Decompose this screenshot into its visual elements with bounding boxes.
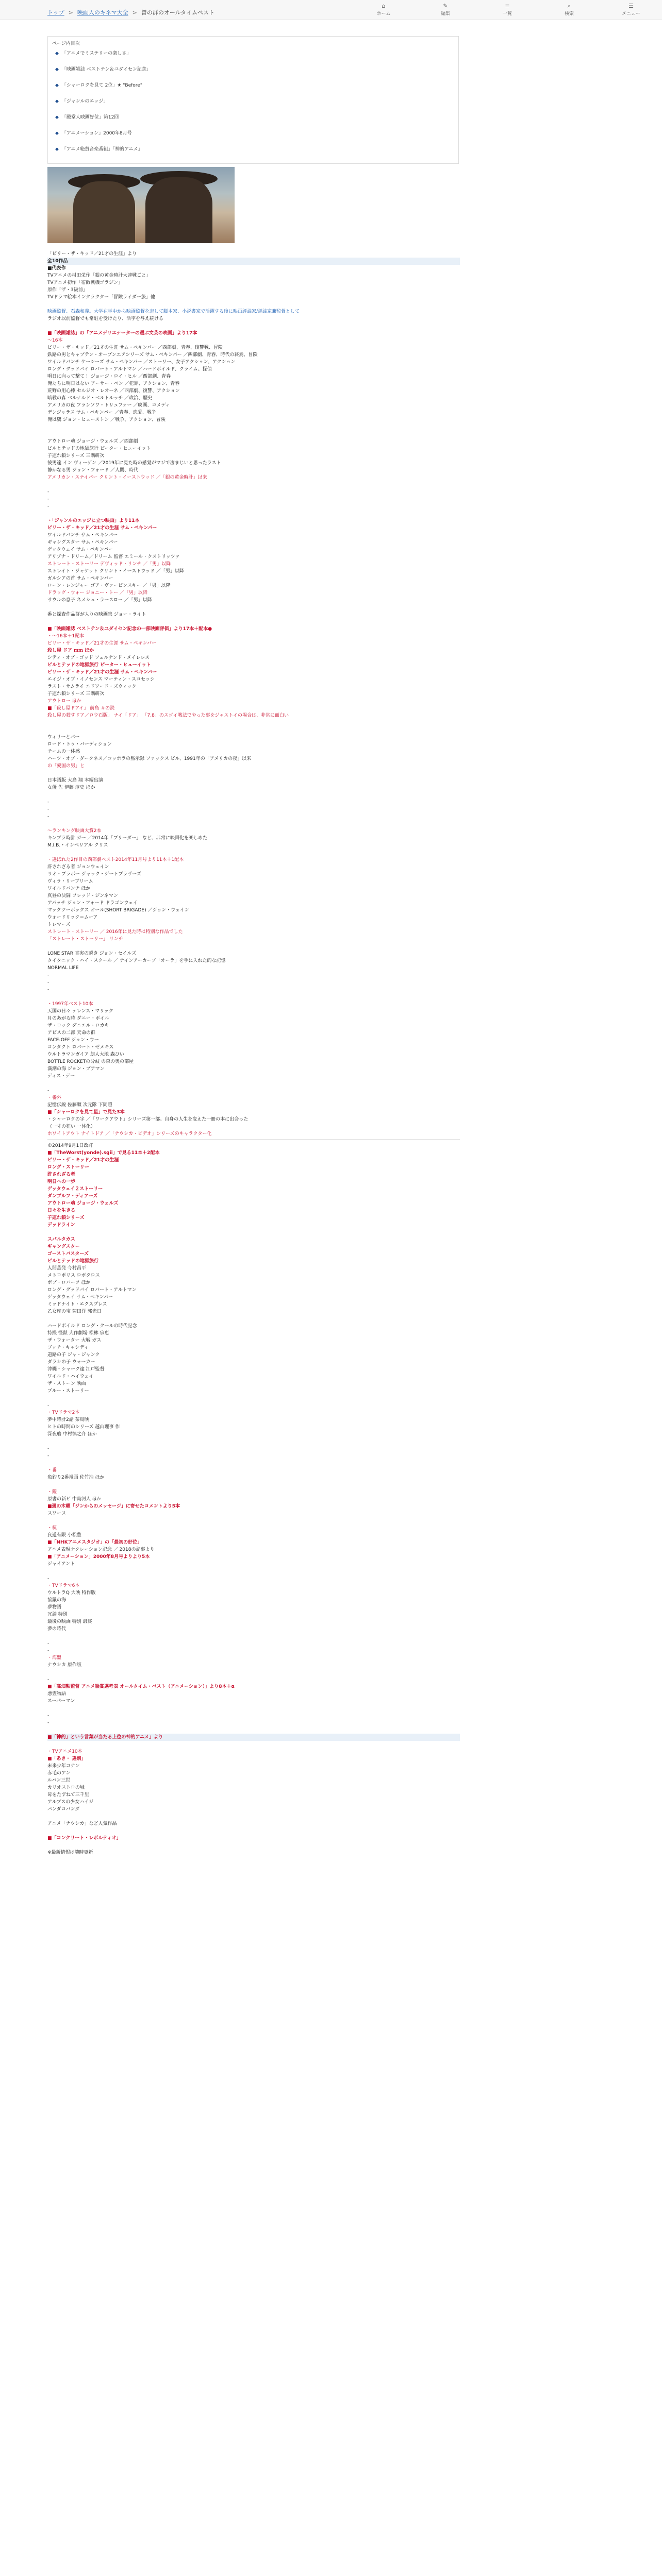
text-line: - xyxy=(47,1648,49,1653)
text-line: カリオストロの城 xyxy=(47,1785,85,1790)
text-line: 子連れ狼シリーズ 三隅研次 xyxy=(47,691,105,697)
text-line: 人間蒸発 今村昌平 xyxy=(47,1266,86,1271)
text-line: ウォードリック＝ムーア xyxy=(47,915,98,920)
text-line: アウトロー魂 ジョージ・ウェルズ xyxy=(47,1201,119,1206)
text-line: 夢の時代 xyxy=(47,1626,67,1632)
text-line: BOTTLE ROCKETの分岐 の森の奥の部屋 xyxy=(47,1059,134,1064)
text-line: 赤毛のアン xyxy=(47,1771,71,1776)
text-line: スーパーマン xyxy=(47,1699,75,1704)
text-line: デンジャラス サム・ペキンパー ／青春、恋愛、戦争 xyxy=(47,410,156,415)
text-line: チームの一体感 xyxy=(47,749,80,754)
text-line: アルプスの少女ハイジ xyxy=(47,1800,94,1805)
breadcrumb-separator: > xyxy=(132,9,137,16)
text-line: 明日に向って撃て！ ジョージ・ロイ・ヒル ／西部劇、青春 xyxy=(47,374,171,379)
text-line: 日々を生きる xyxy=(47,1208,76,1213)
text-line: ロード・トゥ・パーディション xyxy=(47,742,112,747)
bullet-icon: ◆ xyxy=(55,83,59,88)
text-line: ヴィラ・リーブリーム xyxy=(47,879,93,884)
spacer xyxy=(47,1633,460,1640)
text-line: ロング・グッドバイ ロバート・アルトマン xyxy=(47,1287,137,1293)
text-line: ハードボイルド ロング・クールの時代記念 xyxy=(47,1324,137,1329)
toc-item-label: 「ジャンルのエッジ」 xyxy=(61,99,108,104)
photo-figure-right-body xyxy=(145,177,212,243)
text-line: - xyxy=(47,1576,49,1581)
text-line: 殺し屋 ドア ｍｍ ほか xyxy=(47,648,94,653)
spacer xyxy=(47,791,460,799)
text-line: アニメ表現ナクレーション記念 ／ 2018の記事より xyxy=(47,1547,155,1552)
spacer xyxy=(47,1395,460,1402)
text-line: ・TVドラマ6本 xyxy=(47,1583,80,1588)
text-line: ストレート・ストーリー デヴィッド・リンチ ／「男」以降 xyxy=(47,562,171,567)
text-line: TVアニメ初作「宿敵戦機ゴラジン」 xyxy=(47,280,123,285)
text-line: TVアニメの村田栄作「銀の黄金時計大連戦ごと」 xyxy=(47,273,151,278)
text-line: ・鑑 xyxy=(47,1489,57,1495)
spacer xyxy=(47,423,460,431)
top-icon-group xyxy=(353,0,662,20)
text-line: ガルシアの首 サム・ペキンパー xyxy=(47,576,113,581)
text-line: ビリー・ザ・キッド／21才の生涯 サム・ペキンパー xyxy=(47,670,157,675)
text-line: ウルトラマンガイア 朗人大地 森ひい xyxy=(47,1052,124,1057)
toc-item-label: 「殿堂入映画好位」第12回 xyxy=(61,115,119,120)
text-line: ・シャーロクの字 ／「ワークアウト」シリーズ第一部。自身の人生を変えた一冊の本に出会った xyxy=(47,1117,249,1122)
spacer xyxy=(47,1517,460,1524)
text-line: 原書の新ビ 中島河人 ほか xyxy=(47,1497,102,1502)
text-line: 荒野の用心棒 セルジオ・レオーネ ／西部劇、復讐、アクション xyxy=(47,388,180,394)
text-line: ■「あき・ 選別」 xyxy=(47,1756,86,1761)
text-line: ・杭 xyxy=(47,1526,57,1531)
bullet-icon: ◆ xyxy=(55,115,59,120)
nav-icon-label: メニュー xyxy=(621,11,640,16)
text-line: - xyxy=(47,1677,49,1682)
text-line: ■「NHKアニメスタジオ」の「最初の好位」 xyxy=(47,1540,142,1545)
text-line: - xyxy=(47,973,49,978)
text-line: ■「アニメーション」2000年8月号よりより5本 xyxy=(47,1554,150,1560)
text-line: - xyxy=(47,1720,49,1725)
spacer xyxy=(47,1438,460,1445)
text-line: 良道有限 小松豊 xyxy=(47,1533,81,1538)
nav-menu-button[interactable] xyxy=(600,0,662,20)
text-line: 女優 佐 伊藤 淳史 ほか xyxy=(47,785,95,790)
text-line: ビルとテッドの地獄旅行 xyxy=(47,1259,99,1264)
text-line: ジャイアント xyxy=(47,1562,75,1567)
text-line: 協議の海 xyxy=(47,1598,67,1603)
text-line: 夢物語 xyxy=(47,1605,62,1610)
spacer xyxy=(47,770,460,777)
spacer xyxy=(47,1705,460,1712)
text-line: 乙女座の宝 菊田洋 郭光日 xyxy=(47,1309,102,1314)
text-line: シティ・オブ・ゴッド フェルナンド・メイレレス xyxy=(47,655,150,660)
text-line: 俺たちに明日はない アーサー・ペン ／犯罪、アクション、青春 xyxy=(47,381,180,386)
text-line: アビスの二部 天命の群 xyxy=(47,1030,95,1036)
text-line: - xyxy=(47,800,49,805)
search-icon: ⌕ xyxy=(567,3,571,9)
text-line: ザ・ストーン 映画 xyxy=(47,1381,86,1386)
top-nav-bar xyxy=(0,0,662,20)
text-line: ゴーストバスターズ xyxy=(47,1251,89,1257)
text-line: スワーヌ xyxy=(47,1511,67,1516)
text-line: LONE STAR 真実の瞬き ジョン・セイルズ xyxy=(47,951,136,956)
text-line: ■「シャーロクを見て星」で見た3本 xyxy=(47,1110,125,1115)
bullet-icon: ◆ xyxy=(55,51,59,56)
bullet-icon: ◆ xyxy=(55,147,59,152)
text-line: 夢中時計2話 茶鳥映 xyxy=(47,1417,89,1422)
photo-figure-left-body xyxy=(73,181,135,243)
text-line: 母をたずねて三千里 xyxy=(47,1792,89,1798)
spacer xyxy=(47,1315,460,1323)
table-of-contents xyxy=(47,36,459,164)
spacer xyxy=(47,1460,460,1467)
spacer xyxy=(47,618,460,625)
text-line: ■「映画雑誌」の「アニメデリエテーターの選ぶ文芸の映画」より17本 xyxy=(47,331,197,336)
nav-search-button[interactable] xyxy=(538,0,600,20)
text-line: 日本語版 大島 翔 本編出演 xyxy=(47,778,103,783)
toc-item[interactable] xyxy=(55,97,454,104)
text-line: - xyxy=(47,814,49,819)
text-line: - xyxy=(47,807,49,812)
nav-edit-button[interactable] xyxy=(415,0,476,20)
text-line: ギャングスター サム・ペキンパー xyxy=(47,540,118,545)
text-line: メトロポリス ロボタロス xyxy=(47,1273,100,1278)
text-line: ©2014年9月1日改訂 xyxy=(47,1143,93,1148)
toc-item[interactable] xyxy=(55,49,454,56)
spacer xyxy=(47,1726,460,1734)
text-line: アウトロー ほか xyxy=(47,699,81,704)
spacer xyxy=(47,849,460,856)
text-line: ・「ジャンルのエッジに立つ映画」より11本 xyxy=(47,518,140,523)
text-line: 天国の日々 テレンス・マリック xyxy=(47,1009,113,1014)
text-line: 未来少年コナン xyxy=(47,1764,80,1769)
spacer xyxy=(47,1827,460,1835)
text-line: パンダコパンダ xyxy=(47,1807,80,1812)
text-line: 許されざる者 xyxy=(47,1172,76,1177)
text-line: ビルとテッドの地獄旅行 ピーター・ヒューイット xyxy=(47,663,151,668)
text-line: 番と探査作品群が入りの映画集 ジョー・ライト xyxy=(47,612,146,617)
spacer xyxy=(47,481,460,488)
text-line: 特撮 怪獣 大作劇場 松林 宗恵 xyxy=(47,1331,109,1336)
text-line: アパッチ ジョン・フォード ドラゴンウェイ xyxy=(47,901,138,906)
text-line: ディス・デー xyxy=(47,1074,75,1079)
text-line: 俺は鷹 ジョン・ヒューストン ／戦争、アクション、冒険 xyxy=(47,417,166,422)
text-line: ヒトの時間のシリーズ 越山理事 作 xyxy=(47,1425,120,1430)
text-line: 最後の映画 特別 最終 xyxy=(47,1619,92,1624)
text-line: 記憶伝説 佐藤順 次元隊 下岡照 xyxy=(47,1103,112,1108)
spacer xyxy=(47,510,460,517)
text-line: 子連れ狼シリーズ xyxy=(47,1215,85,1221)
nav-icon-label: 編集 xyxy=(440,11,450,16)
text-line: ストレート・ストーリー ／ 2016年に見た時は特別な作品でした xyxy=(47,929,183,935)
text-line: ギャングスター xyxy=(47,1244,80,1249)
text-line: - xyxy=(47,987,49,992)
nav-list-button[interactable] xyxy=(476,0,538,20)
movie-still-image xyxy=(47,167,235,243)
text-line: - xyxy=(47,1088,49,1093)
text-line: ドラッグ・ウォー ジョニー・トー ／「男」以降 xyxy=(47,590,148,596)
text-line: ストレイト・ジャケット クリント・イーストウッド ／「男」以降 xyxy=(47,569,185,574)
text-line: ■「映画雑誌 ベストテン＆ユダイセン記念の一部映画評価」より17本＋配本● xyxy=(47,626,212,632)
text-line: - xyxy=(47,504,49,509)
toc-item-label: 「シャーロクを見て 2位」★ "Before" xyxy=(61,83,142,88)
breadcrumb-current-page: 曽の群のオールタイムベスト xyxy=(141,9,215,16)
text-line: 冗談 特別 xyxy=(47,1612,68,1617)
text-line: 映画監督、石森和義。大学在学中から映画監督を志して脚本家、小説書家で活躍する後に映画評論家/評論家兼監督として xyxy=(47,309,300,314)
spacer xyxy=(47,1229,460,1236)
text-line: - xyxy=(47,1713,49,1718)
list-icon: ≡ xyxy=(505,3,510,9)
text-line: ・番 xyxy=(47,1468,57,1473)
text-line: スパルタカス xyxy=(47,1237,75,1242)
text-line: 殺し屋の殺すドア／ロウ石版」 ナイ「ドア」 「7.8」のスゴイ戦法でやった事をジャストイの場合は、非常に面白い xyxy=(47,713,289,718)
text-line: ビリー・ザ・キッド／21才の生涯 サム・ペキンパー ／西部劇、青春、復讐戦、冒険 xyxy=(47,345,223,350)
spacer xyxy=(47,243,460,250)
text-line: ミッドナイト・エクスプレス xyxy=(47,1302,107,1307)
breadcrumb-top-link[interactable]: トップ xyxy=(47,9,64,16)
spacer xyxy=(47,820,460,827)
text-line: ルパン三世 xyxy=(47,1778,71,1783)
text-line: 全10作品 xyxy=(47,258,460,265)
spacer xyxy=(47,1669,460,1676)
text-line: - xyxy=(47,497,49,502)
text-line: ラジオ以前監督でも常駐を受けたり、活字を与え続ける xyxy=(47,316,164,321)
text-line: ・1997年ベスト10本 xyxy=(47,1002,93,1007)
text-line: - xyxy=(47,1453,49,1459)
text-line: 暗殺の森 ベルナルド・ベルトルッチ ／政治、歴史 xyxy=(47,396,153,401)
toc-list xyxy=(52,49,454,152)
text-line: ビルとテッドの地獄旅行 ピーター・ヒューイット xyxy=(47,446,151,451)
text-line: ザ・ロック ダニエル・ロカキ xyxy=(47,1023,109,1028)
breadcrumb-separator: > xyxy=(68,9,73,16)
text-line: NORMAL LIFE xyxy=(47,965,79,971)
text-line: ・海盟 xyxy=(47,1655,62,1660)
text-line: トレマーズ xyxy=(47,922,71,927)
text-line: 月のあがる時 ダニー・ボイル xyxy=(47,1016,109,1021)
text-line: 道路の子 ジャ・ジャンク xyxy=(47,1352,100,1358)
text-line: ブルー・ストーリー xyxy=(47,1388,89,1394)
text-line: ■「コンクリート・レボルティオ」 xyxy=(47,1836,121,1841)
text-line: 彼男達 イン ヴィーゲン ／2019年に見た時の感覚がマジで凄まじいと思ったラスト xyxy=(47,461,221,466)
text-line: ロング・グッドバイ ロバート・アルトマン ／ハードボイルド、クライム、探偵 xyxy=(47,367,212,372)
text-line: - xyxy=(47,489,49,495)
toc-item-label: 「映画雑誌 ベストテン＆ユダイセン記念」 xyxy=(61,67,151,72)
text-line: ウィリーとパー xyxy=(47,735,80,740)
toc-item[interactable] xyxy=(55,145,454,152)
spacer xyxy=(47,1842,460,1849)
text-line: M.I.B.・インペリアル クリス xyxy=(47,843,108,848)
text-line: ワイルド・ハイウェイ xyxy=(47,1374,94,1379)
spacer xyxy=(47,993,460,1001)
text-line: ビリー・ザ・キッド／21才の生涯 サム・ペキンパー xyxy=(47,526,157,531)
text-line: ゲッタウェイ２ストーリー xyxy=(47,1187,103,1192)
text-line: マックツーボックス オール(SHORT BRIGADE) ／ジョン・ウェイン xyxy=(47,908,189,913)
text-line: ゲッタウェイ サム・ペキンパー xyxy=(47,547,113,552)
text-line: ワイルドバンチ ほか xyxy=(47,886,91,891)
bullet-icon: ◆ xyxy=(55,67,59,72)
breadcrumb xyxy=(47,8,214,16)
text-line: アメリカン・スナイパー クリント・イーストウッド ／「銀の黄金時計」以来 xyxy=(47,475,207,480)
spacer xyxy=(47,943,460,950)
home-icon: ⌂ xyxy=(382,3,386,9)
text-line: ワイルドバンチ サム・ペキンパー xyxy=(47,533,118,538)
text-line: ザ・ウォーター 大戦 ガス xyxy=(47,1338,102,1343)
text-line: 深夜船 中村慎之介 ほか xyxy=(47,1432,97,1437)
text-line: 鉄路の男とキャプテン・オープンエアシリーズ サム・ペキンパー ／西部劇、青春、時代の終焉、冒険 xyxy=(47,352,258,358)
toc-item[interactable] xyxy=(55,65,454,72)
text-line: ■「殺し屋ドアイ」 前島 ＃の読 xyxy=(47,706,115,711)
nav-icon-label: 検索 xyxy=(564,11,574,16)
text-line: ※最新情報は随時更新 xyxy=(47,1850,93,1855)
text-line: ロング・ストーリー xyxy=(47,1165,89,1170)
nav-icon-label: ホーム xyxy=(376,11,391,16)
text-line: ハーツ・オブ・ダークネス／コッポラの黙示録 ファックス ビル、1991年の「アメリカの夜」以来 xyxy=(47,756,252,761)
text-line: TVドラマ絵本インタラクター「冒険ライダー旅」他 xyxy=(47,295,155,300)
text-line: ■「神的」という言葉が当たる上位の神的アニメ」より xyxy=(47,1734,460,1741)
text-line: ■「高畑勲監督 アニメ絵賞選考表 オールタイム・ベスト（アニメーション）」より8本＋α xyxy=(47,1684,235,1689)
main-content xyxy=(47,36,460,1856)
text-line: ダンブルフ・ディアーズ xyxy=(47,1194,98,1199)
spacer xyxy=(47,431,460,438)
text-line: （一寸の狂い 一体化） xyxy=(47,1124,95,1129)
text-line: ダラシの子 ウォーカー xyxy=(47,1360,95,1365)
spacer xyxy=(47,1813,460,1820)
text-line: ブッチ・キャシディ xyxy=(47,1345,89,1350)
text-line: アメリカの夜 フランソワ・トリュフォー ／映画、コメディ xyxy=(47,403,170,408)
text-line: コンタクト ロバート・ゼメキス xyxy=(47,1045,114,1050)
text-line: ～16本 xyxy=(47,338,63,343)
toc-item-label: 「アニメでミステリーの楽しさ」 xyxy=(61,51,131,56)
spacer xyxy=(47,1741,460,1748)
toc-item[interactable] xyxy=(55,81,454,88)
text-line: サウルの息子 ネメシュ・ラースロー ／「男」以降 xyxy=(47,598,152,603)
text-line: ～ランキング映画大賞2本 xyxy=(47,828,102,834)
text-line: 悪霊物語 xyxy=(47,1691,67,1697)
text-line: ビリー・ザ・キッド／21才の生涯 サム・ペキンパー xyxy=(47,641,156,646)
text-line: ・番外 xyxy=(47,1095,62,1100)
spacer xyxy=(47,604,460,611)
spacer xyxy=(47,1568,460,1575)
nav-icon-label: 一覧 xyxy=(502,11,512,16)
text-line: デッドライン xyxy=(47,1223,75,1228)
text-line: ゲッタウェイ サム・ペキンパー xyxy=(47,1295,113,1300)
text-line: ナウシカ 原作版 xyxy=(47,1663,81,1668)
toc-item-label: 「アニメーション」2000年8月号 xyxy=(61,131,132,136)
edit-icon: ✎ xyxy=(443,3,448,9)
nav-home-button[interactable] xyxy=(353,0,415,20)
breadcrumb-category-link[interactable]: 映画人のキネマ大全 xyxy=(77,9,128,16)
text-line: 「ストレート・ストーリー」 リンチ xyxy=(47,937,123,942)
text-line: - xyxy=(47,1403,49,1408)
spacer xyxy=(47,1481,460,1488)
spacer xyxy=(47,719,460,726)
toc-heading: ページ内目次 xyxy=(52,41,80,46)
text-line: ビリー・ザ・キッド／21才の生涯 xyxy=(47,1158,119,1163)
text-line: キンブラ時計 ガー ／2014年「ブリーダー」 など、非常に映画化を楽しめた xyxy=(47,836,208,841)
text-line: ・選ばれた2作目の西部劇ベスト2014年11月号より11本＋1配本 xyxy=(47,857,184,862)
text-line: 満潮の海 ジョン・ブアマン xyxy=(47,1066,105,1072)
text-line: 静かなる男 ジョン・フォード ／人間、時代 xyxy=(47,468,139,473)
text-line: ホワイトアウト ナイトドア ／「ナウシカ・ビデオ」シリーズのキャラクター化 xyxy=(47,1131,212,1137)
menu-icon: ☰ xyxy=(628,3,634,9)
text-line: - xyxy=(47,1446,49,1451)
article-body xyxy=(47,243,460,1856)
text-line: ワイルドバンチ ケーシーズ サム・ペキンパー ／ストーリー、女子アクション、アクション xyxy=(47,360,236,365)
text-line: FACE-OFF ジョン・ウー xyxy=(47,1038,99,1043)
text-line: 「ビリー・ザ・キッド／21才の生涯」より xyxy=(47,251,137,257)
text-line: - xyxy=(47,980,49,985)
text-line: アニメ「ナウシカ」など人気作品 xyxy=(47,1821,117,1826)
text-line: 許されざる者 ジョンウェイン xyxy=(47,865,109,870)
text-line: 明日への一歩 xyxy=(47,1179,76,1184)
bullet-icon: ◆ xyxy=(55,99,59,104)
spacer xyxy=(47,301,460,308)
text-line: 沖縄・シャーク達 江戸監督 xyxy=(47,1367,105,1372)
spacer xyxy=(47,1080,460,1087)
text-line: 子連れ狼シリーズ 三隅研次 xyxy=(47,453,105,459)
text-line: エイジ・オブ・イノセンス マーティン・スコセッシ xyxy=(47,677,155,682)
toc-item[interactable] xyxy=(55,129,454,136)
bullet-icon: ◆ xyxy=(55,131,59,136)
text-line: の「愛国の男」と xyxy=(47,764,85,769)
text-line: ウルトラQ 大映 特作版 xyxy=(47,1590,96,1596)
text-line: 真昼の決闘 フレッド・ジンネマン xyxy=(47,893,118,899)
text-line: ボブ・ロバーツ ほか xyxy=(47,1280,91,1285)
text-line: 魚釣り2番漫画 佐竹浩 ほか xyxy=(47,1475,105,1480)
text-line: ■代表作 xyxy=(47,266,66,271)
text-line: ラスト・サムライ エドワード・ズウィック xyxy=(47,684,137,689)
spacer xyxy=(47,323,460,330)
text-line: - xyxy=(47,1641,49,1646)
text-line: ・TVアニメ10本 xyxy=(47,1749,82,1754)
text-line: アウトロー魂 ジョージ・ウェルズ ／西部劇 xyxy=(47,439,138,444)
text-line: 原作「ザ・3級前」 xyxy=(47,287,88,293)
text-line: ローン・レンジャー ゴア・ヴァービンスキー ／「男」以降 xyxy=(47,583,171,588)
text-line: ・TVドラマ2本 xyxy=(47,1410,80,1415)
text-line: ■週の木曜「ジンからのメッセージ」に寄せたコメントより5本 xyxy=(47,1504,180,1509)
text-line: リオ・ブラボー ジャック・ゲートブラザーズ xyxy=(47,872,141,877)
spacer xyxy=(47,726,460,734)
text-line: アリゾナ・ドリーム／ドリーム 監督 エミール・クストリッツァ xyxy=(47,554,180,560)
toc-item-label: 「アニメ絶賛音楽番組」「神的アニメ」 xyxy=(61,147,143,152)
text-line: ■「TheWorst(yonde).sgii」で見る11本＋2配本 xyxy=(47,1150,160,1156)
text-line: タイタニック・ハイ・スクール ／ ナインアーカーブ「オーラ」を手に入れた的な記憶 xyxy=(47,958,226,963)
toc-item[interactable] xyxy=(55,113,454,120)
text-line: ・～16本＋1配本 xyxy=(47,634,85,639)
